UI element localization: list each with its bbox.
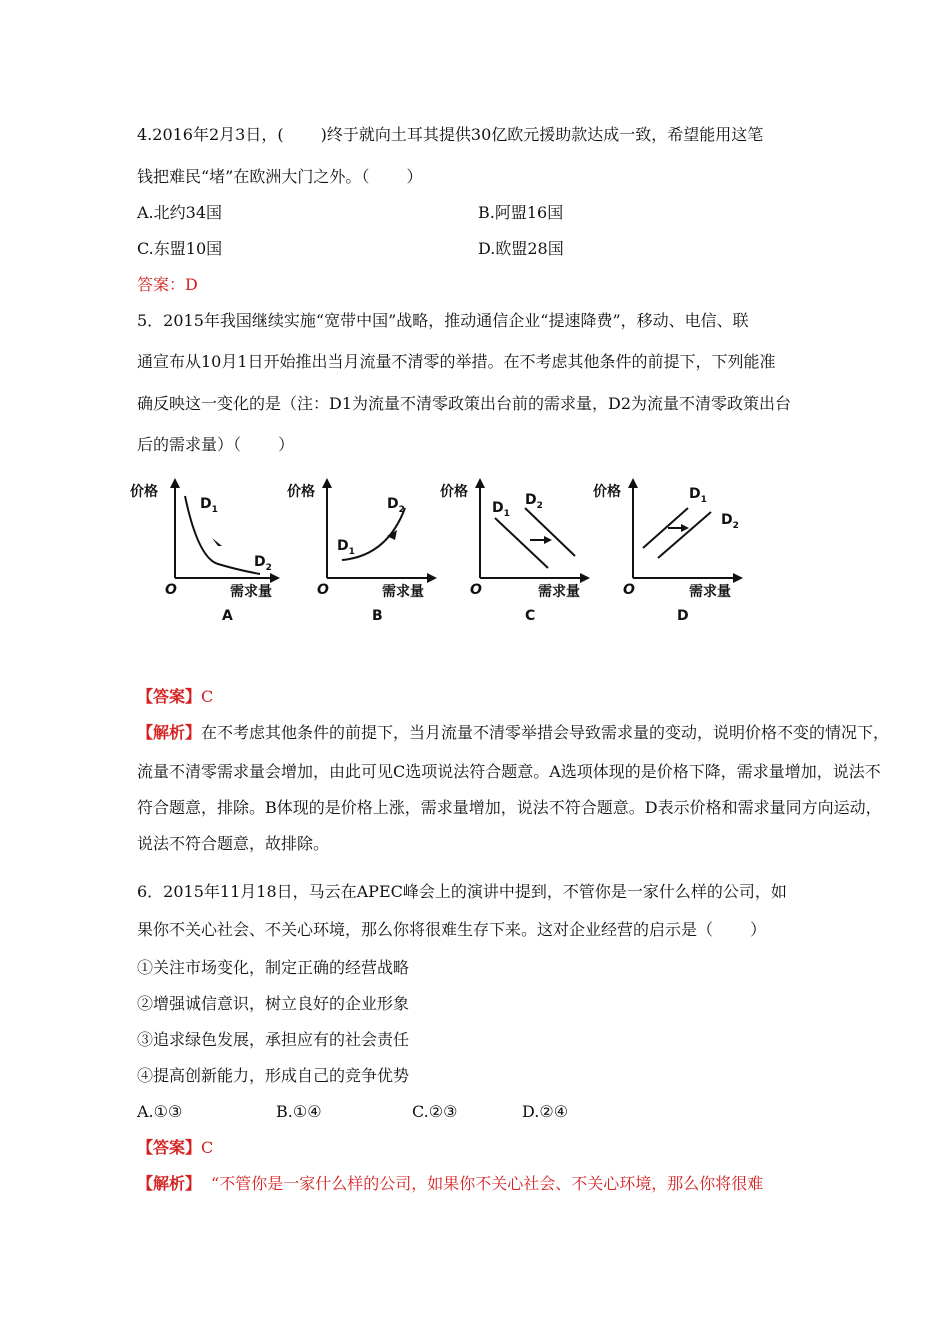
graph-c [440, 478, 590, 632]
d1-label: D [689, 486, 701, 502]
ylabel: 价格 [593, 484, 621, 500]
q4-option-c: C.东盟10国 [137, 239, 223, 258]
q5-stem-line3: 确反映这一变化的是（注：D1为流量不清零政策出台前的需求量，D2为流量不清零政策出台 [137, 394, 792, 413]
d1-sub: 1 [348, 547, 355, 557]
q6-option-a: A.①③ [137, 1102, 183, 1121]
answer-value: C [201, 1138, 214, 1157]
q6-item-1: ①关注市场变化，制定正确的经营战略 [137, 958, 410, 977]
d1-label: D [200, 496, 212, 512]
svg-text:D2 [525, 492, 543, 511]
d1-label: D [337, 538, 349, 554]
q5-stem-line4: 后的需求量）（ ） [137, 435, 295, 454]
q4-option-d: D.欧盟28国 [478, 239, 564, 258]
q6-option-d: D.②④ [522, 1102, 569, 1121]
origin: O [317, 582, 329, 598]
graph-a [130, 478, 280, 632]
d1-label: D [492, 500, 504, 516]
svg-text:D1 [689, 486, 707, 505]
q6-analysis [137, 1173, 763, 1195]
d1-sub: 1 [503, 509, 510, 519]
d2-label: D [721, 512, 733, 528]
q4-stem-line1: 4.2016年2月3日，( )终于就向土耳其提供30亿欧元援助款达成一致，希望能用这笔 [137, 125, 764, 144]
q5-analysis-line4: 说法不符合题意，故排除。 [137, 834, 330, 853]
q6-answer [137, 1137, 213, 1159]
d2-label: D [525, 492, 537, 508]
xlabel: 需求量 [230, 584, 272, 600]
answer-value: C [201, 687, 214, 706]
svg-text:D1 [492, 500, 510, 519]
d2-sub: 2 [732, 521, 739, 531]
d2-sub: 2 [536, 501, 543, 511]
graph-b [287, 478, 437, 632]
arrow-icon [212, 538, 222, 546]
xlabel: 需求量 [382, 584, 424, 600]
svg-text:D2 [254, 554, 272, 573]
origin: O [470, 582, 482, 598]
demand-line-d1 [495, 518, 548, 568]
d2-sub: 2 [398, 505, 405, 515]
origin: O [623, 582, 635, 598]
d1-sub: 1 [211, 505, 218, 515]
q4-option-b: B.阿盟16国 [478, 203, 564, 222]
arrow-icon [681, 524, 689, 532]
d2-label: D [387, 496, 399, 512]
q6-item-4: ④提高创新能力，形成自己的竞争优势 [137, 1066, 410, 1085]
q6-stem-line2: 果你不关心社会、不关心环境，那么你将很难生存下来。这对企业经营的启示是（ ） [137, 920, 767, 939]
origin: O [165, 582, 177, 598]
graph-letter: B [372, 608, 383, 624]
graph-d [593, 478, 743, 632]
d2-label: D [254, 554, 266, 570]
graph-b-svg [287, 478, 437, 628]
q6-option-c: C.②③ [412, 1102, 458, 1121]
svg-text:D1 [200, 496, 218, 515]
analysis-tag: 【解析】 [137, 723, 202, 742]
d2-sub: 2 [265, 563, 272, 573]
answer-tag: 【答案】 [137, 1138, 202, 1157]
graph-letter: D [677, 608, 689, 624]
q6-item-2: ②增强诚信意识，树立良好的企业形象 [137, 994, 410, 1013]
graph-letter: A [222, 608, 233, 624]
graph-letter: C [525, 608, 536, 624]
q5-analysis-line3: 符合题意，排除。B体现的是价格上涨，需求量增加，说法不符合题意。D表示价格和需求量同方向运动， [137, 798, 882, 817]
q5-stem-line2: 通宣布从10月1日开始推出当月流量不清零的举措。在不考虑其他条件的前提下，下列能准 [137, 352, 776, 371]
svg-text:D2 [721, 512, 739, 531]
graph-d-svg [593, 478, 743, 628]
demand-line-d2 [658, 512, 711, 558]
arrow-icon [544, 536, 552, 544]
demand-line-d2 [525, 508, 575, 556]
ylabel: 价格 [440, 484, 468, 500]
q4-stem-line2: 钱把难民“堵”在欧洲大门之外。（ ） [137, 167, 423, 186]
svg-text:D2 [387, 496, 405, 515]
answer-tag: 【答案】 [137, 687, 202, 706]
q4-option-a: A.北约34国 [137, 203, 223, 222]
q5-answer [137, 686, 213, 708]
d1-sub: 1 [700, 495, 707, 505]
q4-answer: 答案：D [137, 275, 198, 294]
q5-analysis-line2: 流量不清零需求量会增加，由此可见C选项说法符合题意。A选项体现的是价格下降，需求量增加，说法不 [137, 762, 881, 781]
xlabel: 需求量 [689, 584, 731, 600]
q6-item-3: ③追求绿色发展，承担应有的社会责任 [137, 1030, 410, 1049]
demand-curve [185, 496, 260, 574]
analysis-text: 在不考虑其他条件的前提下，当月流量不清零举措会导致需求量的变动，说明价格不变的情况下， [201, 723, 890, 742]
q6-stem-line1: 6．2015年11月18日，马云在APEC峰会上的演讲中提到，不管你是一家什么样的公司，如 [137, 882, 787, 901]
graph-c-svg [440, 478, 590, 628]
ylabel: 价格 [130, 484, 158, 500]
graph-a-svg [130, 478, 280, 628]
q6-option-b: B.①④ [276, 1102, 322, 1121]
q5-analysis-line1 [137, 722, 889, 744]
analysis-text: “不管你是一家什么样的公司，如果你不关心社会、不关心环境，那么你将很难 [211, 1174, 764, 1193]
svg-text:D1 [337, 538, 355, 557]
q5-stem-line1: 5．2015年我国继续实施“宽带中国”战略，推动通信企业“提速降费”，移动、电信、联 [137, 311, 749, 330]
ylabel: 价格 [287, 484, 315, 500]
xlabel: 需求量 [538, 584, 580, 600]
analysis-tag: 【解析】 [137, 1174, 202, 1193]
